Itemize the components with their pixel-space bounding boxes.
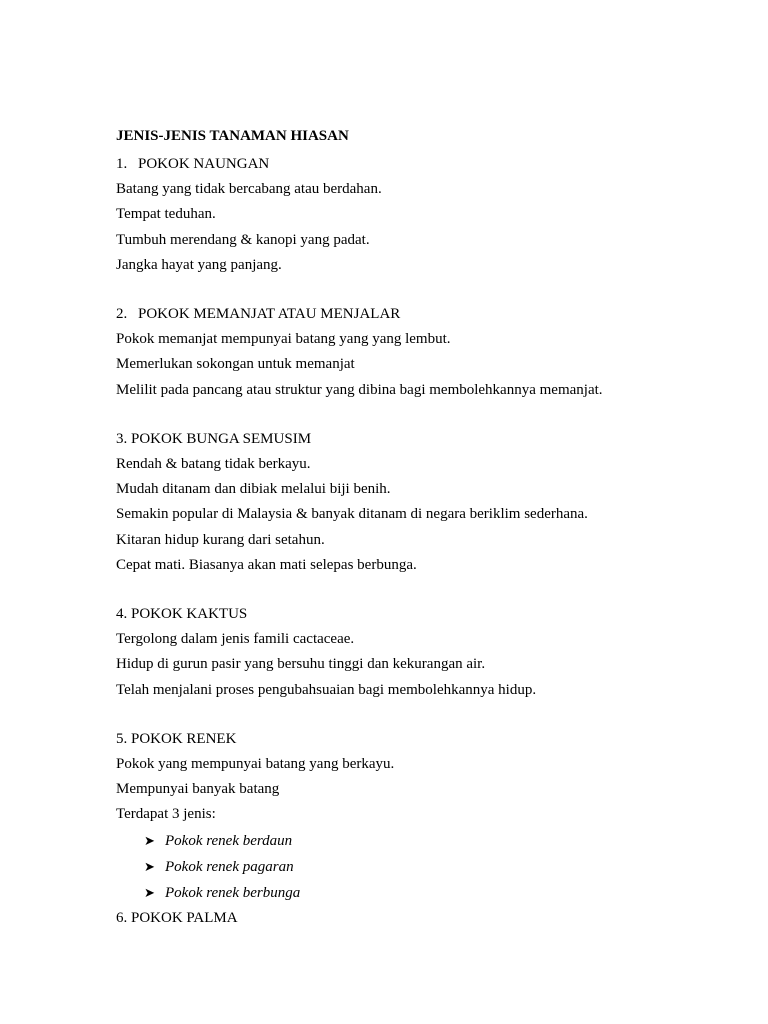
- section-pokok-palma: [116, 906, 756, 931]
- list-item-text: Pokok renek pagaran: [165, 858, 294, 875]
- section-heading: 5. POKOK RENEK: [116, 730, 237, 747]
- section-line: Semakin popular di Malaysia & banyak ditanam di negara beriklim sederhana.: [116, 506, 588, 523]
- section-line: Hidup di gurun pasir yang bersuhu tinggi dan kekurangan air.: [116, 656, 486, 673]
- section-line: Telah menjalani proses pengubahsuaian bagi membolehkannya hidup.: [116, 681, 537, 698]
- section-line: Tumbuh merendang & kanopi yang padat.: [116, 231, 370, 248]
- list-item: [116, 880, 756, 906]
- list-item-text: Pokok renek berbunga: [165, 884, 301, 901]
- section-heading-text: POKOK MEMANJAT ATAU MENJALAR: [138, 306, 401, 323]
- spacer: [116, 403, 756, 427]
- section-line: Batang yang tidak bercabang atau berdahan.: [116, 181, 382, 198]
- arrowhead-bullet-icon: ➤: [144, 884, 155, 900]
- section-heading: 4. POKOK KAKTUS: [116, 606, 248, 623]
- section-pokok-memanjat: [116, 302, 756, 403]
- list-item: [116, 828, 756, 854]
- section-heading: [116, 302, 756, 327]
- section-heading: [116, 152, 756, 177]
- section-line: Melilit pada pancang atau struktur yang dibina bagi membolehkannya memanjat.: [116, 381, 603, 398]
- section-pokok-kaktus: [116, 602, 756, 703]
- spacer: [116, 278, 756, 302]
- spacer: [116, 578, 756, 602]
- section-line: Cepat mati. Biasanya akan mati selepas berbunga.: [116, 556, 417, 573]
- section-line: Terdapat 3 jenis:: [116, 806, 216, 823]
- bullet-list: [116, 828, 756, 906]
- section-number: 2.: [116, 306, 128, 323]
- section-line: Memerlukan sokongan untuk memanjat: [116, 356, 355, 373]
- list-item-text: Pokok renek berdaun: [165, 832, 293, 849]
- section-line: Tempat teduhan.: [116, 206, 216, 223]
- section-number: 1.: [116, 156, 128, 172]
- section-line: Pokok yang mempunyai batang yang berkayu.: [116, 756, 395, 773]
- section-heading: 3. POKOK BUNGA SEMUSIM: [116, 430, 312, 447]
- section-heading: 6. POKOK PALMA: [116, 909, 238, 926]
- section-line: Jangka hayat yang panjang.: [116, 256, 282, 273]
- section-line: Pokok memanjat mempunyai batang yang yang lembut.: [116, 331, 451, 348]
- list-item: [116, 854, 756, 880]
- document-body: [116, 152, 756, 931]
- section-pokok-naungan: [116, 152, 756, 278]
- section-line: Kitaran hidup kurang dari setahun.: [116, 531, 325, 548]
- section-line: Mudah ditanam dan dibiak melalui biji benih.: [116, 481, 391, 498]
- section-line: Mempunyai banyak batang: [116, 781, 280, 798]
- section-pokok-bunga-semusim: [116, 427, 756, 578]
- document-title: JENIS-JENIS TANAMAN HIASAN: [116, 128, 349, 144]
- section-pokok-renek: [116, 727, 756, 906]
- section-line: Tergolong dalam jenis famili cactaceae.: [116, 631, 355, 648]
- arrowhead-bullet-icon: ➤: [144, 832, 155, 848]
- arrowhead-bullet-icon: ➤: [144, 858, 155, 874]
- section-line: Rendah & batang tidak berkayu.: [116, 456, 311, 473]
- spacer: [116, 703, 756, 727]
- section-heading-text: POKOK NAUNGAN: [138, 156, 270, 172]
